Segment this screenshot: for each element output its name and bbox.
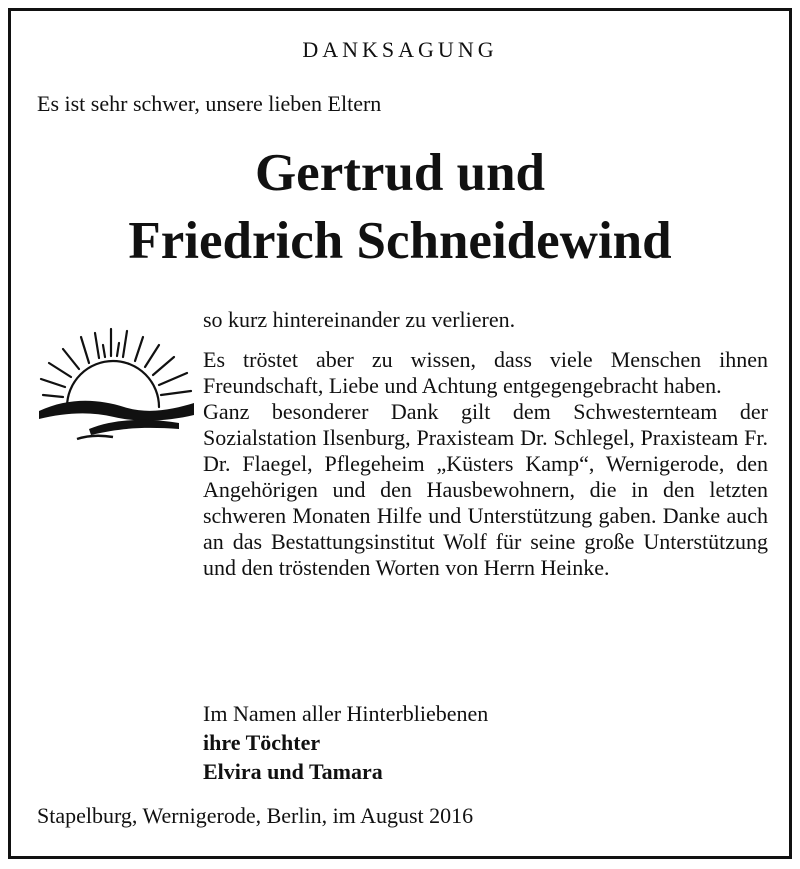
body-text (203, 307, 768, 581)
name-line-1: Gertrud und (254, 144, 546, 202)
footer-place-date: Stapelburg, Wernigerode, Berlin, im August 2016 (37, 803, 474, 828)
obituary-notice (8, 8, 792, 859)
signature-line-1: Im Namen aller Hinterbliebenen (203, 701, 489, 726)
signature-line-3: Elvira und Tamara (203, 759, 383, 784)
name-line-2: Friedrich Schneidewind (128, 212, 672, 270)
paragraph-comfort: Es tröstet aber zu wissen, dass viele Menschen ihnen Freundschaft, Liebe und Achtung entgegengebracht haben. (203, 347, 768, 398)
deceased-names (11, 139, 789, 275)
signature-block (203, 699, 488, 786)
sunset-hills-icon (29, 311, 199, 451)
paragraph-thanks: Ganz besonderer Dank gilt dem Schwesternteam der Sozialstation Ilsenburg, Praxisteam Dr. Schlegel, Praxisteam Fr. Dr. Flaegel, Pflegeheim „Küsters Kamp“, Wernigerode, den Angehörigen und den Hausbewohnern, die in den letzten schweren Monaten Hilfe und Unterstützung gaben. Danke auch an das Bestattungsinstitut Wolf für seine große Unterstützung und den tröstenden Worten von Herrn Heinke. (203, 399, 768, 580)
signature-line-2: ihre Töchter (203, 730, 321, 755)
subline: so kurz hintereinander zu verlieren. (203, 307, 516, 332)
intro-line: Es ist sehr schwer, unsere lieben Eltern (37, 91, 382, 116)
notice-heading: DANKSAGUNG (302, 37, 498, 62)
